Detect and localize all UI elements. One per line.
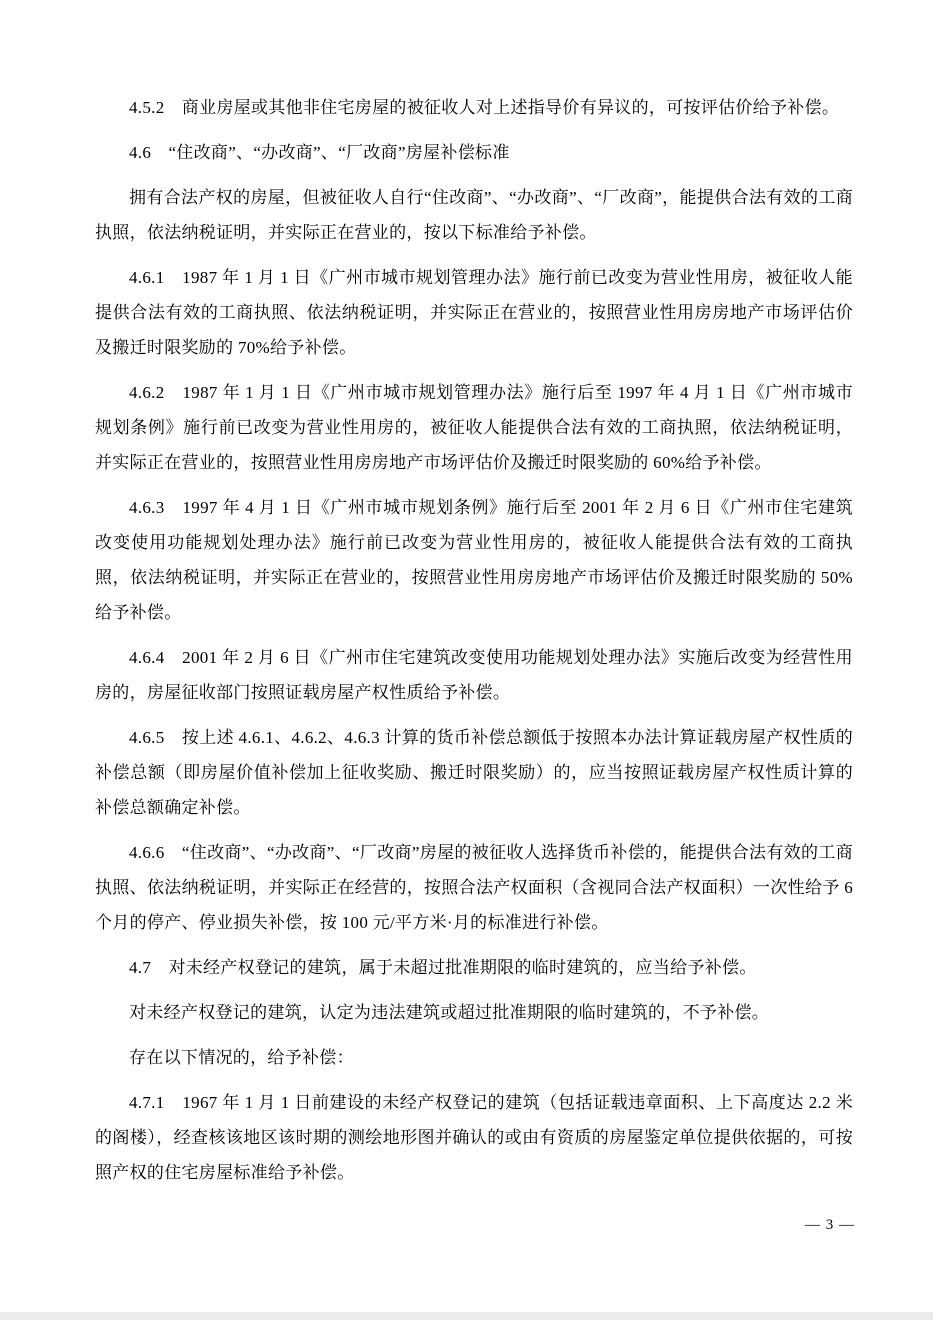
paragraph-4-7-1: 4.7.1 1967 年 1 月 1 日前建设的未经产权登记的建筑（包括证载违章面积、上下高度达 2.2 米的阁楼），经查核该地区该时期的测绘地形图并确认的或由有资质的房屋鉴定单位提供依据的，可按照产权的住宅房屋标准给予补偿。	[95, 1093, 853, 1182]
document-body	[95, 90, 853, 1190]
paragraph-4-6-1: 4.6.1 1987 年 1 月 1 日《广州市城市规划管理办法》施行前已改变为营业性用房，被征收人能提供合法有效的工商执照、依法纳税证明，并实际正在营业的，按照营业性用房房地产市场评估价及搬迁时限奖励的 70%给予补偿。	[95, 268, 853, 357]
paragraph-4-5-2: 4.5.2 商业房屋或其他非住宅房屋的被征收人对上述指导价有异议的，可按评估价给予补偿。	[129, 98, 840, 117]
page-number: — 3 —	[805, 1217, 855, 1233]
paragraph-4-6-4: 4.6.4 2001 年 2 月 6 日《广州市住宅建筑改变使用功能规划处理办法》实施后改变为经营性用房的，房屋征收部门按照证载房屋产权性质给予补偿。	[95, 648, 853, 702]
paragraph-4-7-note: 对未经产权登记的建筑，认定为违法建筑或超过批准期限的临时建筑的，不予补偿。	[129, 1003, 770, 1022]
paragraph-4-6-6: 4.6.6 “住改商”、“办改商”、“厂改商”房屋的被征收人选择货币补偿的，能提供合法有效的工商执照、依法纳税证明，并实际正在经营的，按照合法产权面积（含视同合法产权面积）一次性给予 6 个月的停产、停业损失补偿，按 100 元/平方米·月的标准进行补偿。	[95, 843, 853, 932]
paragraph-4-6-3: 4.6.3 1997 年 4 月 1 日《广州市城市规划条例》施行后至 2001 年 2 月 6 日《广州市住宅建筑改变使用功能规划处理办法》施行前已改变为营业性用房的，被征收人能提供合法有效的工商执照，依法纳税证明，并实际正在营业的，按照营业性用房房地产市场评估价及搬迁时限奖励的 50%给予补偿。	[95, 498, 853, 622]
paragraph-4-6-5: 4.6.5 按上述 4.6.1、4.6.2、4.6.3 计算的货币补偿总额低于按照本办法计算证载房屋产权性质的补偿总额（即房屋价值补偿加上征收奖励、搬迁时限奖励）的，应当按照证载房屋产权性质计算的补偿总额确定补偿。	[95, 728, 853, 817]
heading-4-6: 4.6 “住改商”、“办改商”、“厂改商”房屋补偿标准	[129, 143, 510, 162]
paragraph-4-7-cases: 存在以下情况的，给予补偿：	[129, 1048, 354, 1067]
paragraph-4-6-intro: 拥有合法产权的房屋，但被征收人自行“住改商”、“办改商”、“厂改商”，能提供合法有效的工商执照，依法纳税证明，并实际正在营业的，按以下标准给予补偿。	[95, 188, 853, 242]
paragraph-4-7: 4.7 对未经产权登记的建筑，属于未超过批准期限的临时建筑的，应当给予补偿。	[129, 958, 757, 977]
page-edge	[0, 1312, 933, 1320]
paragraph-4-6-2: 4.6.2 1987 年 1 月 1 日《广州市城市规划管理办法》施行后至 1997 年 4 月 1 日《广州市城市规划条例》施行前已改变为营业性用房的，被征收人能提供合法有效的工商执照，依法纳税证明，并实际正在营业的，按照营业性用房房地产市场评估价及搬迁时限奖励的 60%给予补偿。	[95, 383, 853, 472]
